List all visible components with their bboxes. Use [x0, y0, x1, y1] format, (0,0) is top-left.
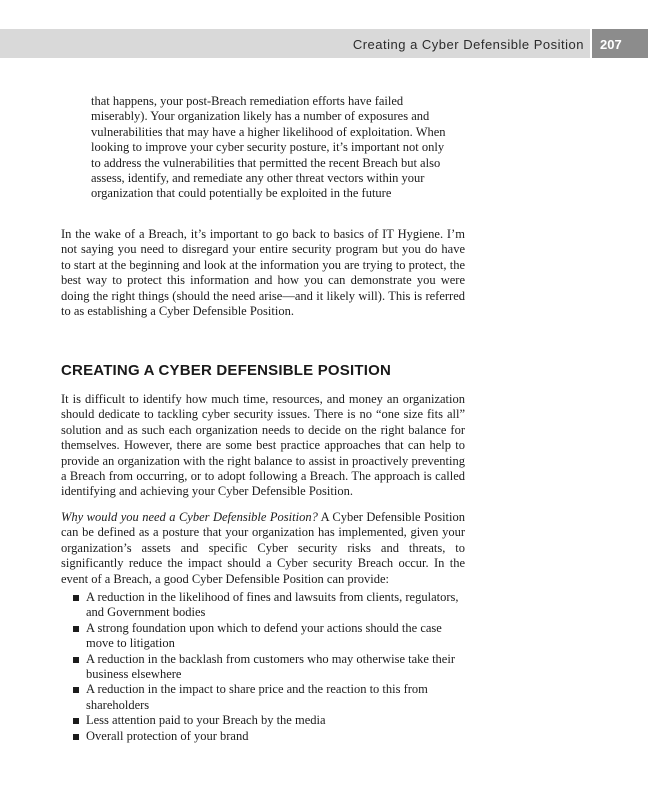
section-heading: CREATING A CYBER DEFENSIBLE POSITION	[61, 362, 392, 379]
paragraph-it-hygiene: In the wake of a Breach, it’s important to go back to basics of IT Hygiene. I’m not saying you need to disregard your entire security program but you do have to start at the beginning and look at the information you are trying to protect, the best way to protect this information and how you can demonstrate you were doing the right things (should the need arise—and it likely will). This is referred to as establishing a Cyber Defensible Position.	[61, 227, 465, 319]
indented-continuation-text: that happens, your post-Breach remediation efforts have failed miserably). Your organization likely has a number of exposures and vulnerabilities that may have a higher likelihood of exploitation. When looking to improve your cyber security posture, it’s important not only to address the vulnerabilities that permitted the recent Breach but also assess, identify, and remediate any other threat vectors within your organization that could potentially be exploited in the future	[91, 94, 446, 201]
paragraph-intro: It is difficult to identify how much time, resources, and money an organization should dedicate to tackling cyber security issues. There is no “one size fits all” solution and as such each organization needs to decide on the right balance for themselves. However, there are some best practice approaches that can help to provide an organization with the right balance to assist in proactively preventing a Breach from occurring, or to adopt following a Breach. The approach is called identifying and achieving your Cyber Defensible Position.	[61, 392, 465, 499]
list-item: A reduction in the likelihood of fines and lawsuits from clients, regulators, and Government bodies	[61, 590, 465, 621]
list-item: Overall protection of your brand	[61, 729, 465, 744]
paragraph-why-text: A Cyber Defensible Position can be defined as a posture that your organization has implemented, given your organization’s assets and specific Cyber security risks and threats, to significantly reduce the impact should a Cyber security Breach occur. In the event of a Breach, a good Cyber Defensible Position can provide:	[61, 510, 465, 586]
list-item: A reduction in the backlash from customers who may otherwise take their business elsewhere	[61, 652, 465, 683]
page-number: 207	[600, 37, 622, 52]
running-header-title: Creating a Cyber Defensible Position	[352, 37, 584, 52]
paragraph-why	[61, 510, 465, 587]
paragraph-why-lead: Why would you need a Cyber Defensible Position?	[61, 510, 318, 524]
list-item: Less attention paid to your Breach by the media	[61, 713, 465, 728]
list-item: A strong foundation upon which to defend your actions should the case move to litigation	[61, 621, 465, 652]
list-item: A reduction in the impact to share price and the reaction to this from shareholders	[61, 682, 465, 713]
benefits-list	[61, 590, 465, 744]
